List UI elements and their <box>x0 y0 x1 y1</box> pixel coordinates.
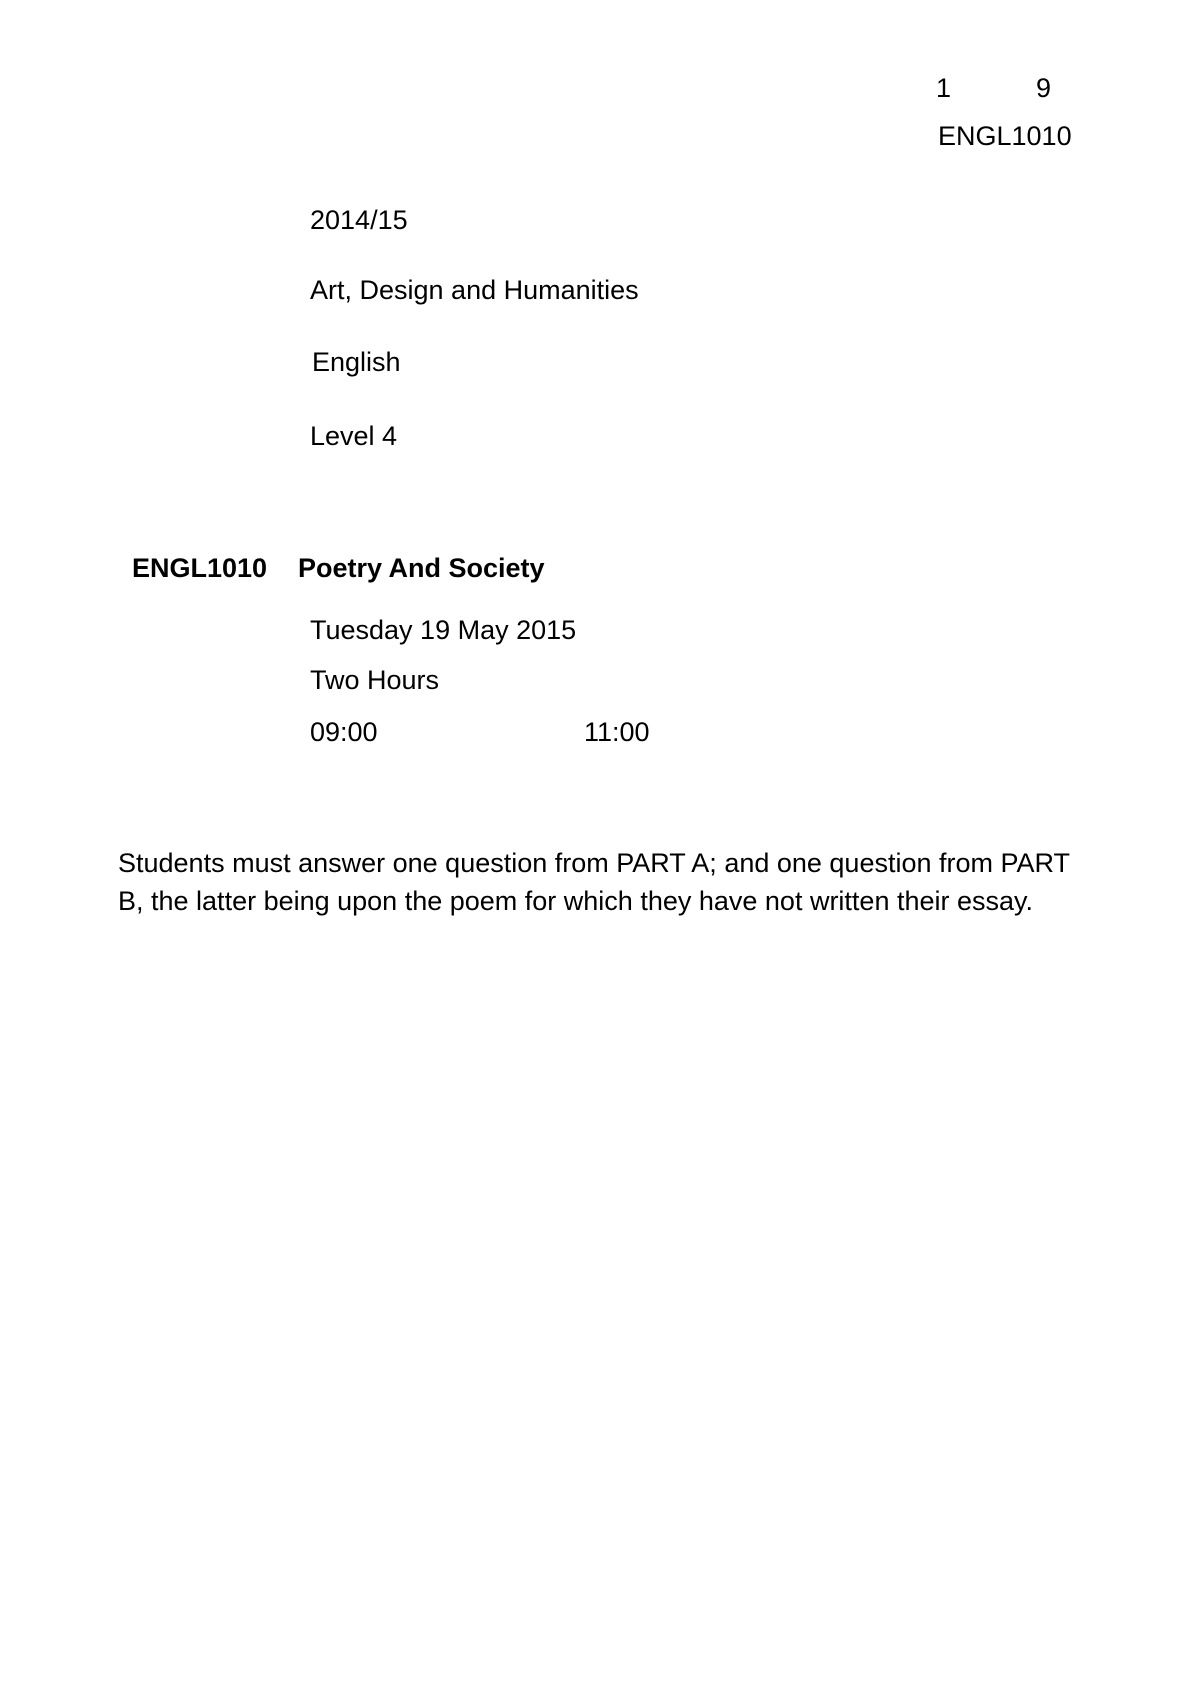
exam-duration: Two Hours <box>310 665 440 695</box>
module-title: Poetry And Society <box>298 553 545 583</box>
level: Level 4 <box>310 421 398 451</box>
module-code: ENGL1010 <box>132 553 268 583</box>
exam-instructions: Students must answer one question from PART A; and one question from PART B, the latter being upon the poem for which they have not written their essay. <box>118 848 1070 916</box>
faculty: Art, Design and Humanities <box>310 275 639 305</box>
exam-end-time: 11:00 <box>584 717 650 747</box>
exam-date: Tuesday 19 May 2015 <box>310 615 577 645</box>
page-number: 1 <box>936 73 952 103</box>
header-module-code: ENGL1010 <box>938 121 1072 151</box>
exam-start-time: 09:00 <box>310 717 378 747</box>
subject: English <box>312 347 401 377</box>
total-pages: 9 <box>1036 73 1052 103</box>
academic-year: 2014/15 <box>310 205 408 235</box>
